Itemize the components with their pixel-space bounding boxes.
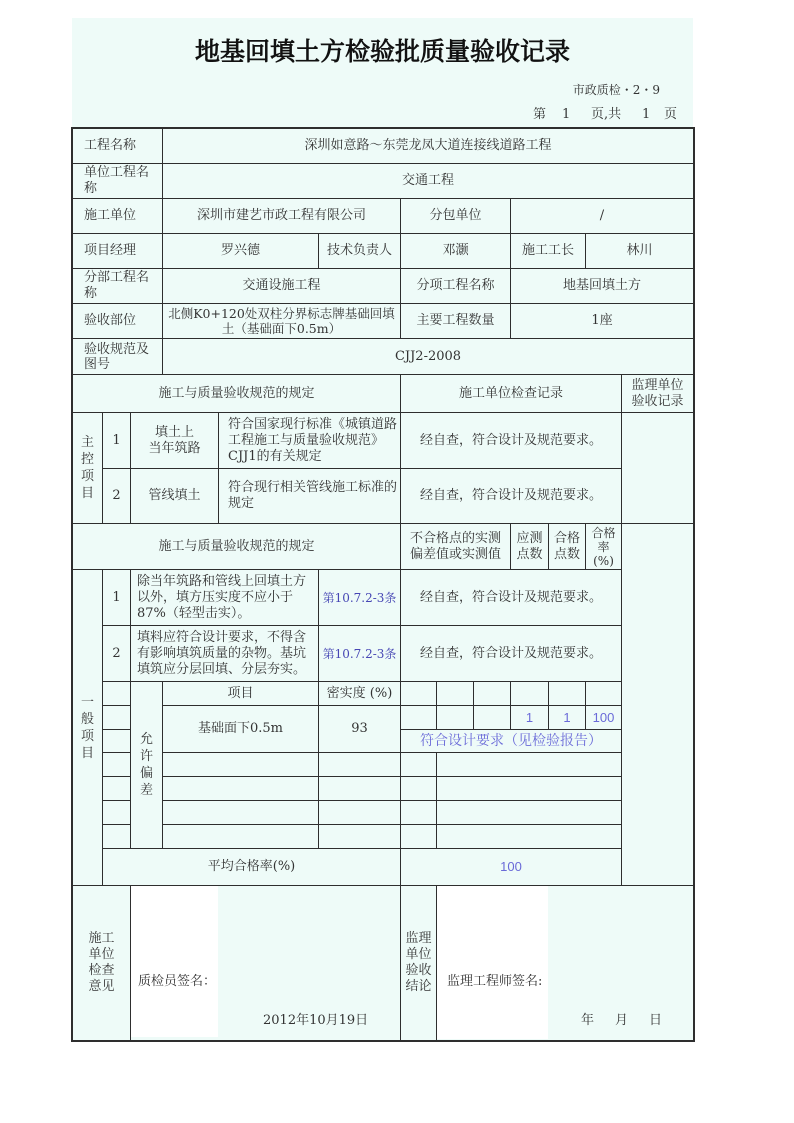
- general-item-clause: 第10.7.2-3条: [318, 625, 401, 682]
- general-item-record: 经自查，符合设计及规范要求。: [400, 569, 622, 626]
- tolerance-index-cell: [102, 705, 131, 730]
- tech-lead-label: 技术负责人: [318, 233, 401, 269]
- tolerance-item: 基础面下0.5m: [162, 705, 319, 753]
- pass-count-value: 1: [548, 705, 586, 730]
- division-label: 分部工程名称: [72, 268, 163, 304]
- subcontractor-label: 分包单位: [400, 198, 511, 234]
- empty-measured-cell: [400, 776, 437, 801]
- location-value: 北侧K0+120处双柱分界标志牌基础回填土（基础面下0.5m）: [162, 303, 401, 339]
- main-supervisor-record-cell: [621, 412, 694, 524]
- measured-value-cell: [436, 705, 474, 730]
- construction-sign-date: 2012年10月19日: [263, 1013, 369, 1028]
- main-item-requirement: 符合国家现行标准《城镇道路工程施工与质量验收规范》CJJ1的有关规定: [218, 412, 401, 469]
- supervision-date-month: 月: [615, 1013, 629, 1028]
- foreman-label: 施工工长: [510, 233, 586, 269]
- pass-rate-value: 100: [585, 705, 622, 730]
- general-spec-header: 施工与质量验收规范的规定: [72, 523, 401, 570]
- quantity-value: 1座: [510, 303, 694, 339]
- sub-item-label: 分项工程名称: [400, 268, 511, 304]
- project-manager-value: 罗兴德: [162, 233, 319, 269]
- tolerance-index-cell: [102, 824, 131, 849]
- unit-project-value: 交通工程: [162, 163, 694, 199]
- average-pass-rate-label: 平均合格率(%): [102, 848, 401, 886]
- tolerance-section-text: 允许偏差: [139, 732, 153, 798]
- general-supervisor-record-cell: [621, 523, 694, 886]
- density-header: 密实度 (%): [318, 681, 401, 706]
- measured-header-cell: [585, 681, 622, 706]
- main-item-requirement: 符合现行相关管线施工标准的规定: [218, 468, 401, 524]
- tolerance-index-cell: [102, 776, 131, 801]
- tolerance-index-cell: [102, 800, 131, 825]
- average-pass-rate-value: 100: [400, 848, 622, 886]
- empty-measured-cell: [436, 752, 622, 777]
- supervision-date-day: 日: [649, 1013, 663, 1028]
- supervisor-record-header-text: 监理单位验收记录: [631, 377, 684, 409]
- main-item-name: 填土上 当年筑路: [130, 412, 219, 469]
- tolerance-index-cell: [102, 729, 131, 753]
- empty-measured-cell: [436, 776, 622, 801]
- empty-measured-cell: [400, 800, 437, 825]
- standard-label-text: 验收规范及图号: [84, 341, 150, 372]
- sub-item-value: 地基回填土方: [510, 268, 694, 304]
- page-suffix: 页: [664, 107, 678, 122]
- main-item-record: 经自查，符合设计及规范要求。: [400, 468, 622, 524]
- empty-density-value: [318, 752, 401, 777]
- main-item-record: 经自查，符合设计及规范要求。: [400, 412, 622, 469]
- should-count-header: 应测点数: [510, 523, 549, 570]
- empty-density-value: [318, 776, 401, 801]
- page-middle-text: 页,共: [591, 107, 622, 122]
- contractor-value: 深圳市建艺市政工程有限公司: [162, 198, 401, 234]
- should-count-value: 1: [510, 705, 549, 730]
- general-section-label: [72, 569, 103, 886]
- quantity-label: 主要工程数量: [400, 303, 511, 339]
- tolerance-index-cell: [102, 681, 131, 706]
- main-spec-header: 施工与质量验收规范的规定: [72, 374, 401, 413]
- foreman-value: 林川: [585, 233, 694, 269]
- empty-measured-cell: [436, 824, 622, 849]
- main-item-name: 管线填土: [130, 468, 219, 524]
- measured-value-cell: [473, 705, 511, 730]
- pass-count-header: 合格点数: [548, 523, 586, 570]
- construction-check-header: 施工单位检查记录: [400, 374, 622, 413]
- page-title: 地基回填土方检验批质量验收记录: [194, 37, 570, 66]
- construction-opinion-text: 施工单位检查意见: [88, 931, 115, 994]
- tolerance-item-header: 项目: [162, 681, 319, 706]
- supervision-conclusion-label: [400, 885, 437, 1041]
- deviation-header-text: 不合格点的实测偏差值或实测值: [409, 530, 501, 562]
- measured-header-cell: [400, 681, 437, 706]
- current-page-number: 1: [562, 107, 571, 122]
- empty-tolerance-item: [162, 824, 319, 849]
- pass-rate-header: 合格率(%): [585, 523, 622, 570]
- inspector-signature-label: 质检员签名：: [138, 974, 217, 989]
- subcontractor-value: /: [510, 198, 694, 234]
- general-section-text: 一般项目: [80, 694, 94, 761]
- general-item-number: 1: [102, 569, 131, 626]
- empty-density-value: [318, 800, 401, 825]
- empty-measured-cell: [400, 824, 437, 849]
- division-value: 交通设施工程: [162, 268, 401, 304]
- measured-header-cell: [436, 681, 474, 706]
- total-pages-number: 1: [642, 107, 651, 122]
- unit-project-label: 单位工程名称: [72, 163, 163, 199]
- project-manager-label: 项目经理: [72, 233, 163, 269]
- empty-measured-cell: [436, 800, 622, 825]
- measured-header-cell: [473, 681, 511, 706]
- general-item-number: 2: [102, 625, 131, 682]
- general-item-clause: 第10.7.2-3条: [318, 569, 401, 626]
- empty-tolerance-item: [162, 752, 319, 777]
- measured-value-cell: [400, 705, 437, 730]
- standard-label: [72, 338, 163, 375]
- tolerance-index-cell: [102, 752, 131, 777]
- general-item-requirement: 填料应符合设计要求，不得含有影响填筑质量的杂物。基坑填筑应分层回填、分层夯实。: [130, 625, 319, 682]
- location-label: 验收部位: [72, 303, 163, 339]
- deviation-header: [400, 523, 511, 570]
- density-value: 93: [318, 705, 401, 753]
- empty-tolerance-item: [162, 776, 319, 801]
- project-name-label: 工程名称: [72, 128, 163, 164]
- supervision-date-year: 年: [581, 1013, 595, 1028]
- measured-header-cell: [510, 681, 549, 706]
- construction-opinion-label: [72, 885, 131, 1041]
- standard-value: CJJ2-2008: [162, 338, 694, 375]
- general-item-requirement: 除当年筑路和管线上回填土方以外，填方压实度不应小于87%（轻型击实）。: [130, 569, 319, 626]
- form-code: 市政质检・2・9: [572, 83, 660, 97]
- measured-header-cell: [548, 681, 586, 706]
- empty-measured-cell: [400, 752, 437, 777]
- tech-lead-value: 邓灏: [400, 233, 511, 269]
- contractor-label: 施工单位: [72, 198, 163, 234]
- engineer-signature-label: 监理工程师签名:: [447, 974, 543, 989]
- main-control-section-label: [72, 412, 103, 524]
- project-name-value: 深圳如意路～东莞龙凤大道连接线道路工程: [162, 128, 694, 164]
- empty-tolerance-item: [162, 800, 319, 825]
- tolerance-section-label: [130, 681, 163, 849]
- main-item-number: 1: [102, 412, 131, 469]
- tolerance-conclusion: 符合设计要求（见检验报告）: [400, 729, 622, 753]
- main-item-number: 2: [102, 468, 131, 524]
- page-prefix: 第: [533, 107, 547, 122]
- empty-density-value: [318, 824, 401, 849]
- general-item-record: 经自查，符合设计及规范要求。: [400, 625, 622, 682]
- main-control-section-text: 主控项目: [80, 435, 94, 501]
- supervision-conclusion-text: 监理单位验收结论: [405, 931, 432, 994]
- supervisor-record-header: [621, 374, 694, 413]
